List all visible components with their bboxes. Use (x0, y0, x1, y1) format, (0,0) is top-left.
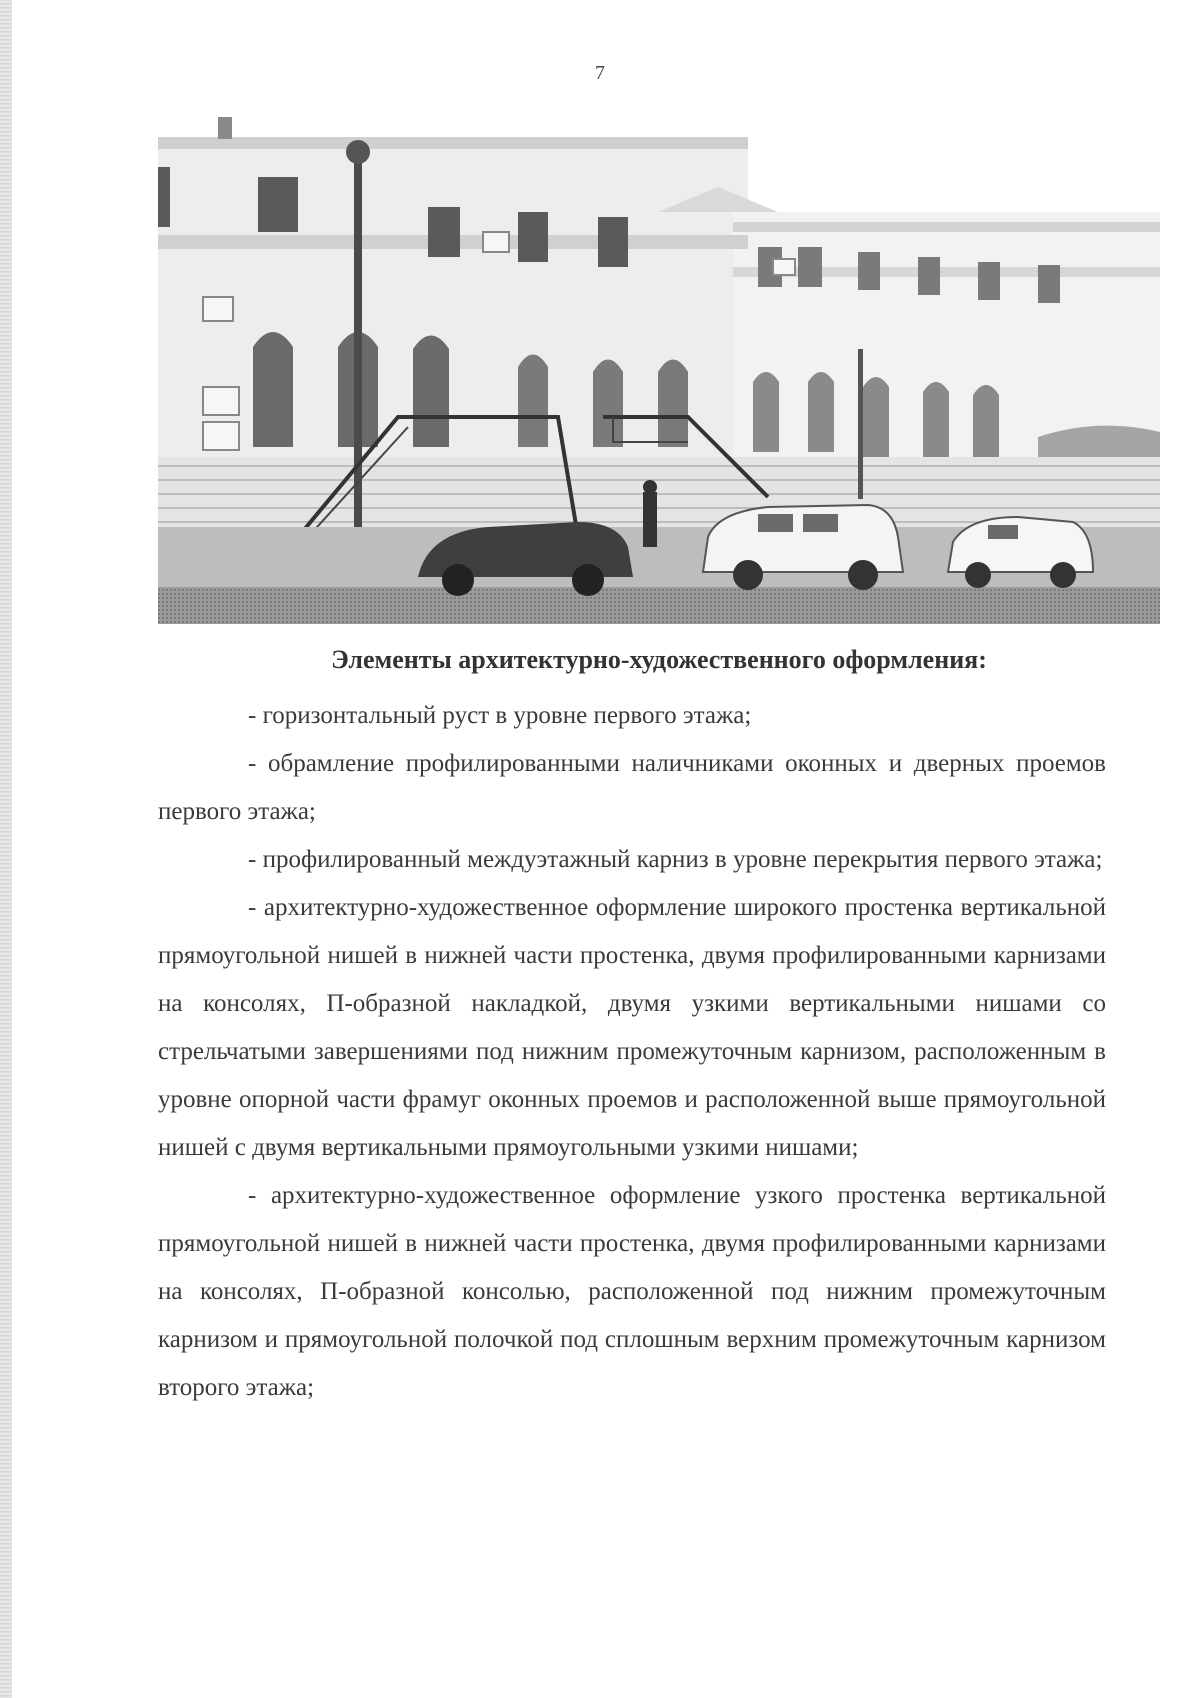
list-item: - профилированный междуэтажный карниз в уровне перекрытия первого этажа; (248, 846, 1103, 873)
list-item: - архитектурно-художественное оформление широкого простенка вертикальной прямоугольной нишей в нижней части простенка, двумя профилированными карнизами на консолях, П-образной накладкой, двумя узкими вертикальными нишами со стрельчатыми завершениями под нижним промежуточным карнизом, расположенным в уровне опорной части фрамуг оконных проемов и расположенной выше прямоугольной нишей с двумя вертикальными прямоугольными узкими нишами; (158, 894, 1106, 1161)
building-facade-photo (158, 117, 1160, 624)
body-text (158, 692, 1106, 1412)
list-item: - обрамление профилированными наличниками оконных и дверных проемов первого этажа; (158, 750, 1106, 825)
page-number: 7 (595, 62, 605, 84)
list-item: - горизонтальный руст в уровне первого этажа; (248, 702, 752, 729)
scan-edge (0, 0, 12, 1698)
list-item: - архитектурно-художественное оформление узкого простенка вертикальной прямоугольной нишей в нижней части простенка, двумя профилированными карнизами на консолях, П-образной консолью, расположенной под нижним промежуточным карнизом и прямоугольной полочкой под сплошным верхним промежуточным карнизом второго этажа; (158, 1182, 1106, 1401)
section-heading: Элементы архитектурно-художественного оформления: (331, 645, 987, 674)
